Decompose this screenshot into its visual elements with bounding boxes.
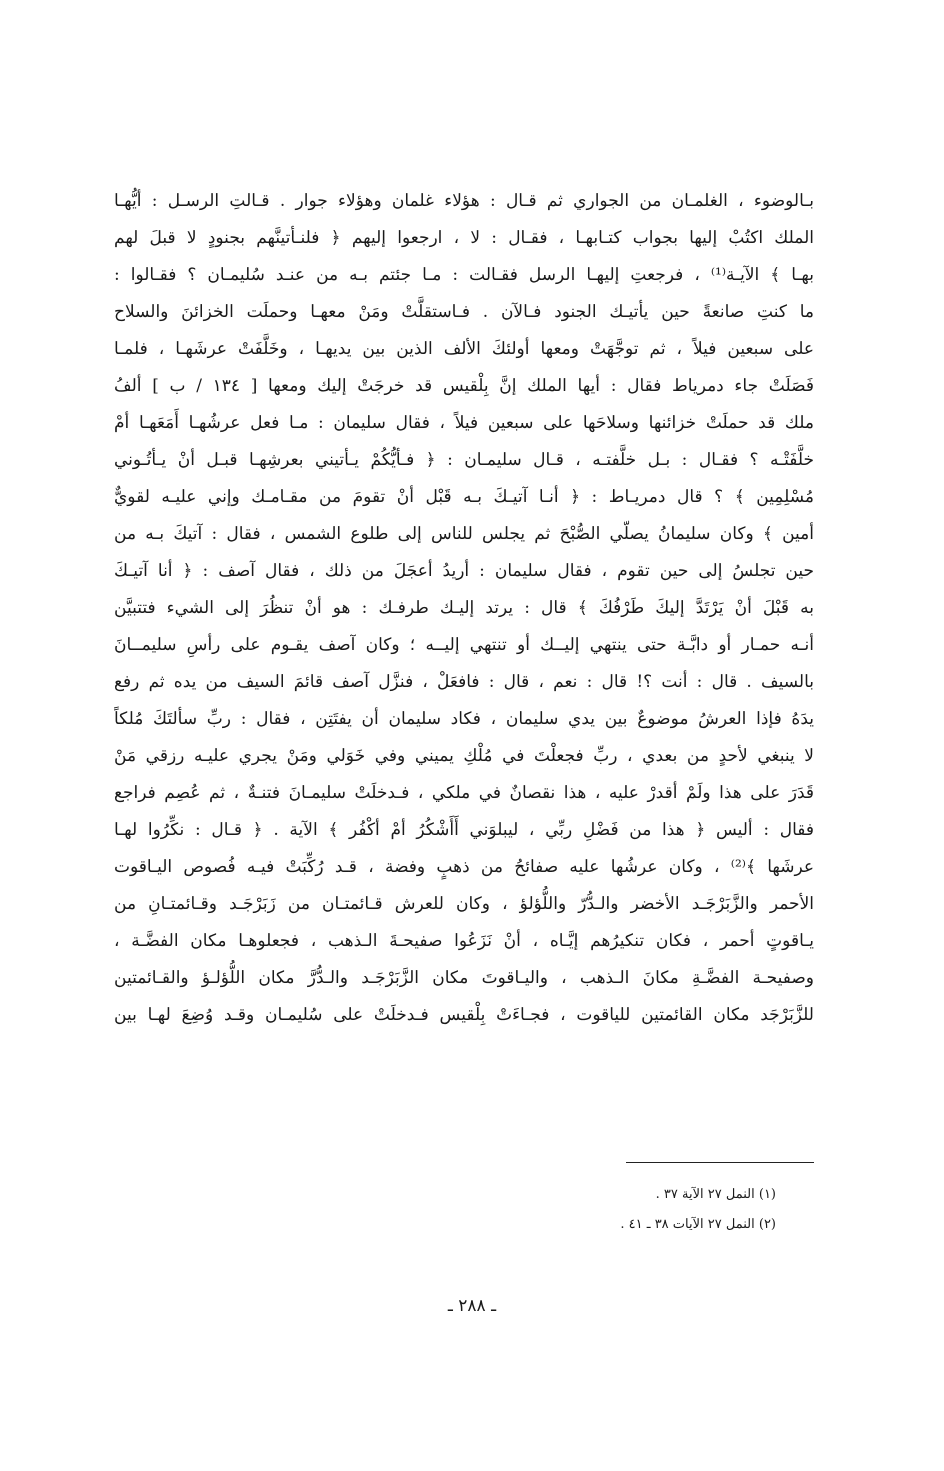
text-line: بـالوضوء ، الغلمـان من الجواري ثم قـال : هؤلاء غلمان وهؤلاء جوار . قـالتِ الرسـل : أيُّهـا [114,191,814,211]
text-line: خلَّفَتْـه ؟ فقـال : بـل خلَّفتـه ، قـال سليمـان : ﴿ فـأيُّكُمْ يـأتيني بعرشِهـا قبـل أنْ يـأتُـوني [114,450,814,470]
text-line: ملك قد حملَتْ خزائنها وسلاحَها على سبعين فيلاً ، فقال سليمان : مـا فعل عرشُهـا أَمَعَهـا أمْ [114,413,814,433]
footnote-divider [626,1162,814,1163]
text-line: حين تجلسُ إلى حين تقوم ، فقال سليمان : أريدُ أعجَلَ من ذلك ، فقال آصف : ﴿ أنا آتيـكَ [114,561,814,581]
text-line: على سبعين فيلاً ، ثم توجَّهَتْ ومعها أولئكَ الألف الذين بين يديهـا ، وخَلَّفَتْ عرشَهـا ، فلمـا [114,339,814,359]
text-line: الأحمر والزَّبَرْجَـد الأخضر والـدُّرّ واللُّؤلؤ ، وكان للعرش قـائمتـان من زَبَرْجَـد وقـائمتـانِ من [114,894,814,914]
page-number: ـ ٢٨٨ ـ [447,1296,497,1316]
text-line: الملك اكتُبْ إليها بجواب كتـابهـا ، فقـال : لا ، ارجعوا إليهم ﴿ فلنـأتينَّهم بجنودٍ لا قبلَ لهم [114,228,814,248]
footnote-1: (١) النمل ٢٧ الآية ٣٧ . [655,1187,776,1202]
text-line: للزَّبَرْجَد مكان القائمتين للياقوت ، فجـاءَتْ بِلْقيس فـدخلَتْ على سُليمـان وقـد وُضِعَ لهـا بين [114,1005,814,1025]
text-line: مُسْلِمِين ﴾ ؟ قال دمريـاط : ﴿ أنـا آتيـكَ بـه قَبْل أنْ تقومَ من مقـامـك وإني عليـه لقويٌّ [114,487,814,507]
footnote-2: (٢) النمل ٢٧ الآيات ٣٨ ـ ٤١ . [620,1217,776,1232]
text-line: ما كنتِ صانعةً حين يأتيـك الجنود فـالآن . فـاستقلَّتْ ومَنْ معهـا وحملَت الخزائنَ والسلاح [114,302,814,322]
main-text [114,183,814,1034]
text-line: فَصَلَتْ جاء دمرياط فقال : أيها الملك إنَّ بِلْقيس قد خرجَتْ إليك ومعها [ ١٣٤ / ب ] ألفُ [114,376,814,396]
text-line: بهـا ﴾ الآيـة⁽¹⁾ ، فرجعتِ إليهـا الرسل فقـالت : مـا جئتم بـه من عنـد سُليمـان ؟ فقـالوا : [114,265,814,285]
text-line: لا ينبغي لأحدٍ من بعدي ، ربِّ فجعلْتَ في مُلْكِ يميني وفي خَوَلي ومَنْ يجري عليـه رزقي مَنْ [114,746,814,766]
text-line: أمين ﴾ وكان سليمانُ يصلّي الصُّبْحَ ثم يجلس للناس إلى طلوع الشمس ، فقال : آتيكَ بـه من [114,524,814,544]
text-line: فقال : أليس ﴿ هذا من فَضْلِ ربِّي ، ليبلوَني أَأَشْكُرُ أمْ أكْفُر ﴾ الآية . ﴿ قـال : نكِّرُوا لهـا [114,820,814,840]
text-line: به قَبْلَ أنْ يَرْتَدَّ إليكَ طَرْفُكَ ﴾ قال : يرتد إليـك طرفـك : هو أنْ تنظُرَ إلى الشيء فتتبيَّن [114,598,814,618]
text-line: عرشَها ﴾⁽²⁾ ، وكان عرشُها عليه صفائحُ من ذهبٍ وفضة ، قـد رُكِّبَتْ فيـه فُصوص اليـاقوت [114,857,814,877]
text-line: أنـه حمـار أو دابَّـة حتى ينتهي إليــك أو تنتهي إليــه ؛ وكان آصف يقـوم على رأسِ سليمــانَ [114,635,814,655]
text-line: بالسيف . قال : أنت ؟! قال : نعم ، قال : فافعَلْ ، فنزَّل آصف قائمَ السيف من يده ثم رفع [114,672,814,692]
text-line: يـاقوتٍ أحمر ، فكان تنكيرُهم إيَّـاه ، أنْ نَزَعُوا صفيحـةَ الـذهب ، فجعلوهـا مكان الفضَّـة ، [114,931,814,951]
footnotes [620,1185,776,1245]
text-line: وصفيحـة الفضَّـةِ مكانَ الـذهب ، واليـاقوتَ مكان الزَّبَرْجَـد والـدُّرَّ مكان اللُّؤلـؤ والقـائمتين [114,968,814,988]
text-line: قَدَرَ على هذا ولَمْ أقدرْ عليه ، هذا نقصانٌ في ملكي ، فـدخلَتْ سليمـانَ فتنـةٌ ، ثم عُصِم فراجع [114,783,814,803]
text-line: يدَهُ فإذا العرشُ موضوعٌ بين يدي سليمان ، فكاد سليمان أن يفتَتِن ، فقال : ربِّ سألتَكَ مُلكاً [114,709,814,729]
